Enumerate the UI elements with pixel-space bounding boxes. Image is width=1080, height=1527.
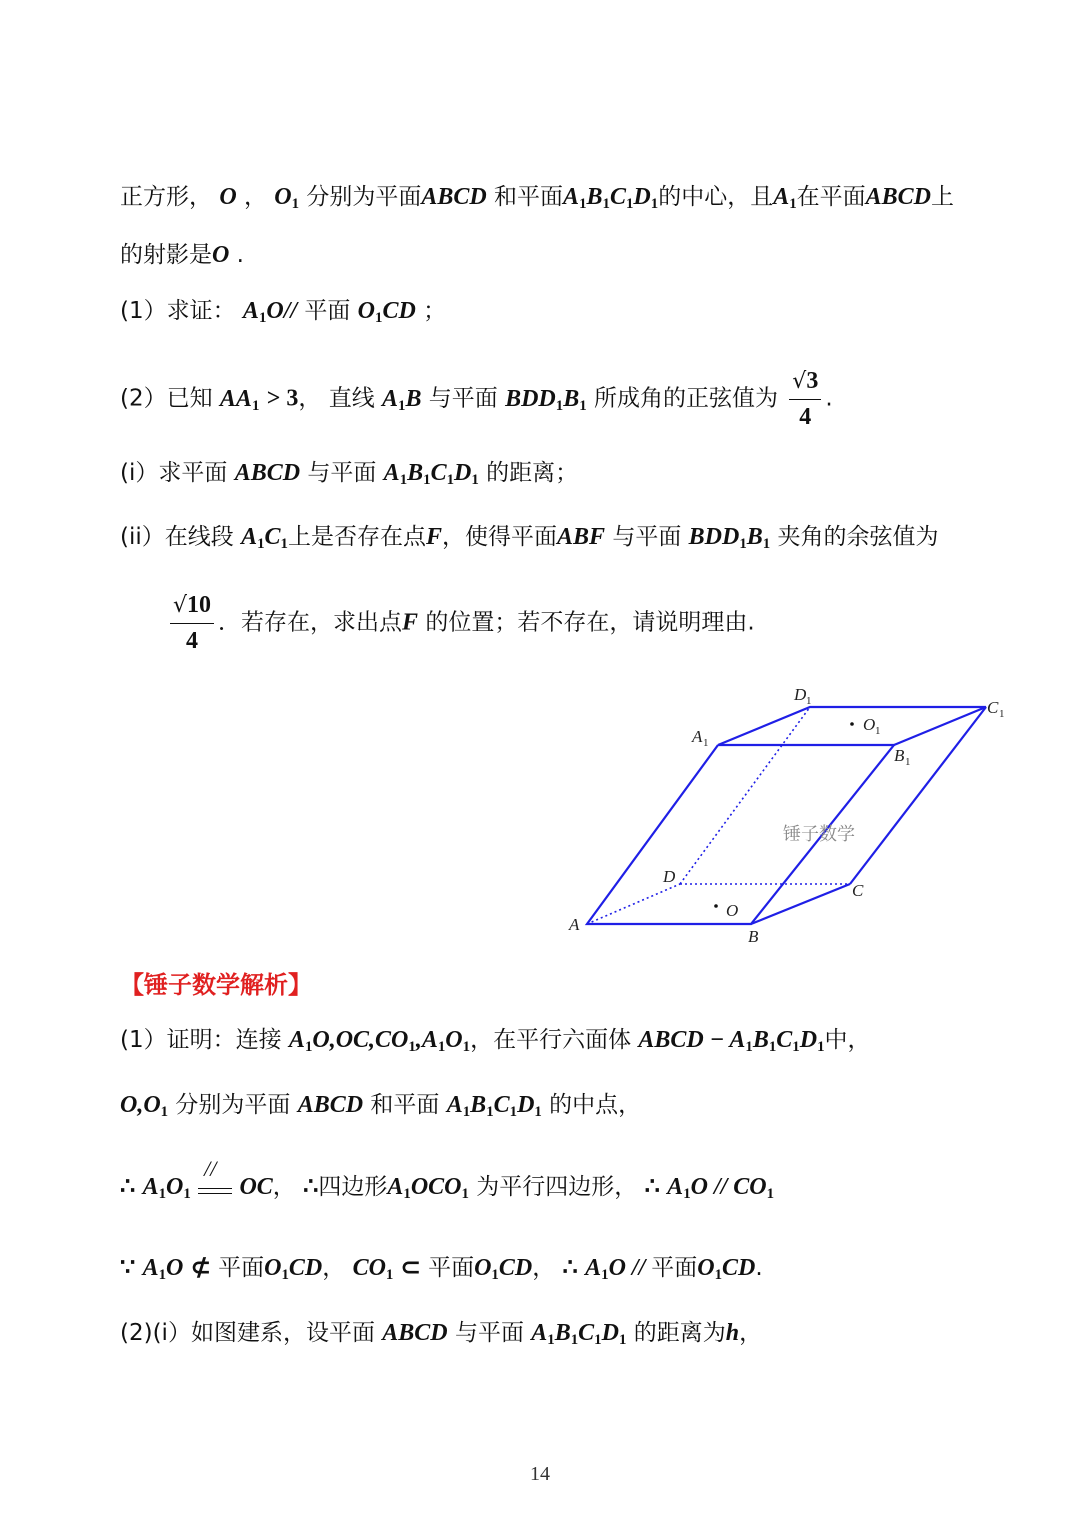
label-O: O [726,901,739,920]
point-O1 [850,722,854,726]
svg-text:1: 1 [703,737,709,749]
question-2-ii: (ii）在线段 A1C1上是否存在点F，使得平面ABF 与平面 BDD1B1 夹角的余弦值为 [120,524,939,553]
label-C: C [852,881,864,900]
label-B: B [748,927,759,946]
solution-line-4: ∵ A1O ⊄ 平面O1CD， CO1 ⊂ 平面O1CD， ∴ A1O // 平面O1CD. [120,1255,763,1284]
problem-line-1: 正方形， O ， O1 分别为平面ABCD 和平面A1B1C1D1的中心，且A1在平面ABCD上 [120,184,954,213]
fraction-sqrt10-over-4: $\frac{√10}{4}$ [170,590,214,656]
solution-heading: 【锤子数学解析】 [120,971,312,999]
label-B1: B [894,746,905,765]
math-O: O [219,184,237,210]
fraction-sqrt3-over-4: $\frac{√3}{4}$ [789,366,821,432]
label-A: A [569,915,580,934]
label-D1: D [794,685,807,704]
page-number: 14 [530,1463,550,1485]
label-A1: A [692,727,703,746]
label-C1: C [987,698,999,717]
label-D: D [663,867,676,886]
question-2-ii-cont: $\frac{√10}{4}$ ．若存在，求出点F 的位置；若不存在，请说明理由. [166,590,755,656]
watermark: 锤子数学 [783,824,855,845]
solution-line-5: (2)(i）如图建系，设平面 ABCD 与平面 A1B1C1D1 的距离为h， [120,1320,763,1349]
parallel-equal-symbol: // [198,1176,232,1194]
edge-A1-D1-C1-B1 [718,707,986,745]
question-2: (2）已知 AA1 > 3， 直线 A1B 与平面 BDD1B1 所成角的正弦值为 $\frac{√3}{4}$ . [120,368,833,430]
problem-line-2: 的射影是O . [120,242,244,268]
math-O1: O1 [274,184,300,213]
label-O1: O [863,715,876,734]
svg-text:1: 1 [875,725,881,737]
point-O [714,904,718,908]
svg-text:1: 1 [806,695,812,707]
solution-line-1: (1）证明：连接 A1O,OC,CO1,A1O1，在平行六面体 ABCD − A1B1C1D1中， [120,1027,871,1056]
parallelepiped-figure [560,680,1030,955]
svg-text:1: 1 [905,756,911,768]
svg-text:1: 1 [999,708,1005,720]
question-1: (1）求证： A1O// 平面 O1CD ； [120,298,447,327]
question-2-i: (i）求平面 ABCD 与平面 A1B1C1D1 的距离； [120,460,579,489]
solution-line-3: ∴ A1O1 // OC， ∴四边形A1OCO1 为平行四边形， ∴ A1O // CO1 [120,1156,775,1203]
solution-line-2: O,O1 分别为平面 ABCD 和平面 A1B1C1D1 的中点， [120,1092,642,1121]
